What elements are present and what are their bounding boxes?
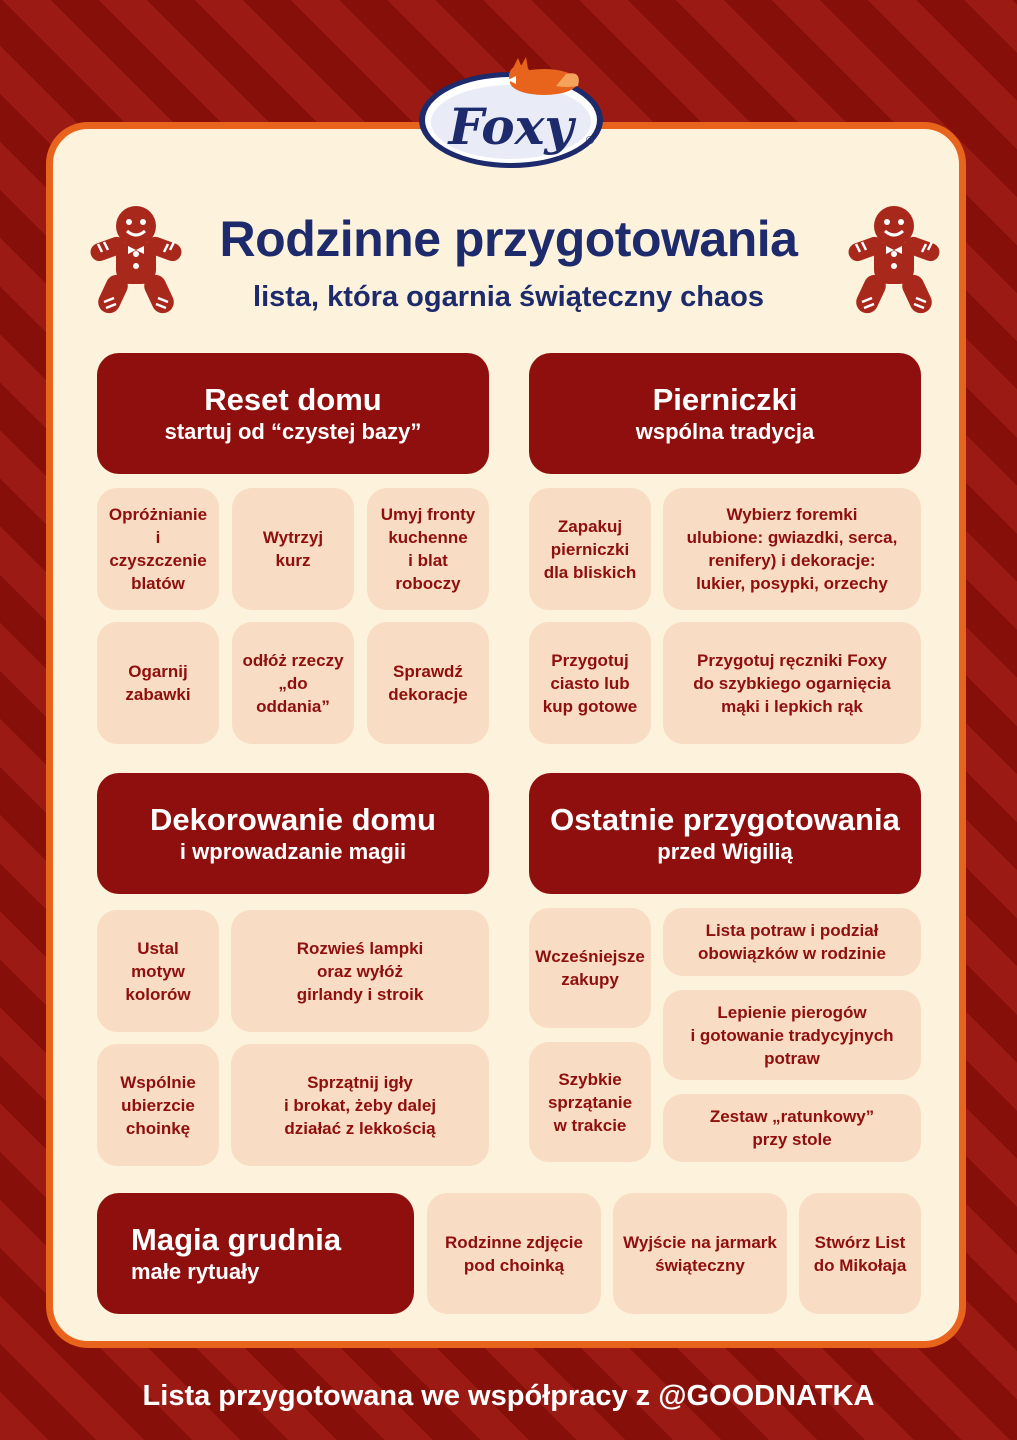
section-title: Ostatnie przygotowania <box>550 801 900 837</box>
foxy-logo <box>416 52 606 170</box>
checklist-item: Zapakuj pierniczki dla bliskich <box>529 488 651 610</box>
section-subtitle: małe rytuały <box>131 1258 260 1284</box>
checklist-item: Stwórz List do Mikołaja <box>799 1193 921 1314</box>
checklist-item: odłóż rzeczy „do oddania” <box>232 622 354 744</box>
checklist-item: Lepienie pierogów i gotowanie tradycyjnych potraw <box>663 990 921 1080</box>
registered-mark: ® <box>586 135 595 147</box>
section-header-reset <box>97 353 489 474</box>
checklist-item: Rozwieś lampki oraz wyłóż girlandy i stroik <box>231 910 489 1032</box>
checklist-item: Wybierz foremki ulubione: gwiazdki, serca, renifery) i dekoracje: lukier, posypki, orzechy <box>663 488 921 610</box>
section-subtitle: startuj od “czystej bazy” <box>164 418 422 444</box>
section-subtitle: i wprowadzanie magii <box>179 838 407 864</box>
section-header-gingerbread <box>529 353 921 474</box>
checklist-item: Sprzątnij igły i brokat, żeby dalej działać z lekkością <box>231 1044 489 1166</box>
checklist-item: Rodzinne zdjęcie pod choinką <box>427 1193 601 1314</box>
checklist-item: Ustal motyw kolorów <box>97 910 219 1032</box>
section-title: Dekorowanie domu <box>150 801 436 837</box>
checklist-item: Wytrzyj kurz <box>232 488 354 610</box>
checklist-item: Przygotuj ciasto lub kup gotowe <box>529 622 651 744</box>
checklist-item: Przygotuj ręczniki Foxy do szybkiego ogarnięcia mąki i lepkich rąk <box>663 622 921 744</box>
checklist-item: Wspólnie ubierzcie choinkę <box>97 1044 219 1166</box>
checklist-item: Sprawdź dekoracje <box>367 622 489 744</box>
checklist-item: Opróżnianie i czyszczenie blatów <box>97 488 219 610</box>
page-subtitle: lista, która ogarnia świąteczny chaos <box>253 281 764 313</box>
checklist-item: Wyjście na jarmark świąteczny <box>613 1193 787 1314</box>
checklist-item: Lista potraw i podział obowiązków w rodzinie <box>663 908 921 976</box>
checklist-item: Wcześniejsze zakupy <box>529 908 651 1028</box>
section-header-magic <box>97 1193 414 1314</box>
section-subtitle: przed Wigilią <box>657 838 793 864</box>
checklist-item: Szybkie sprzątanie w trakcie <box>529 1042 651 1162</box>
footer-credit: Lista przygotowana we współpracy z @GOODNATKA <box>142 1380 875 1412</box>
section-title: Magia grudnia <box>131 1221 342 1257</box>
checklist-item: Zestaw „ratunkowy” przy stole <box>663 1094 921 1162</box>
section-subtitle: wspólna tradycja <box>635 418 815 444</box>
checklist-item: Umyj fronty kuchenne i blat roboczy <box>367 488 489 610</box>
section-header-decorating <box>97 773 489 894</box>
brand-name: Foxy <box>448 97 574 156</box>
section-title: Reset domu <box>204 381 382 417</box>
section-title: Pierniczki <box>652 381 798 417</box>
fox-icon <box>508 57 579 95</box>
page-title: Rodzinne przygotowania <box>219 211 798 267</box>
checklist-item: Ogarnij zabawki <box>97 622 219 744</box>
section-header-final <box>529 773 921 894</box>
